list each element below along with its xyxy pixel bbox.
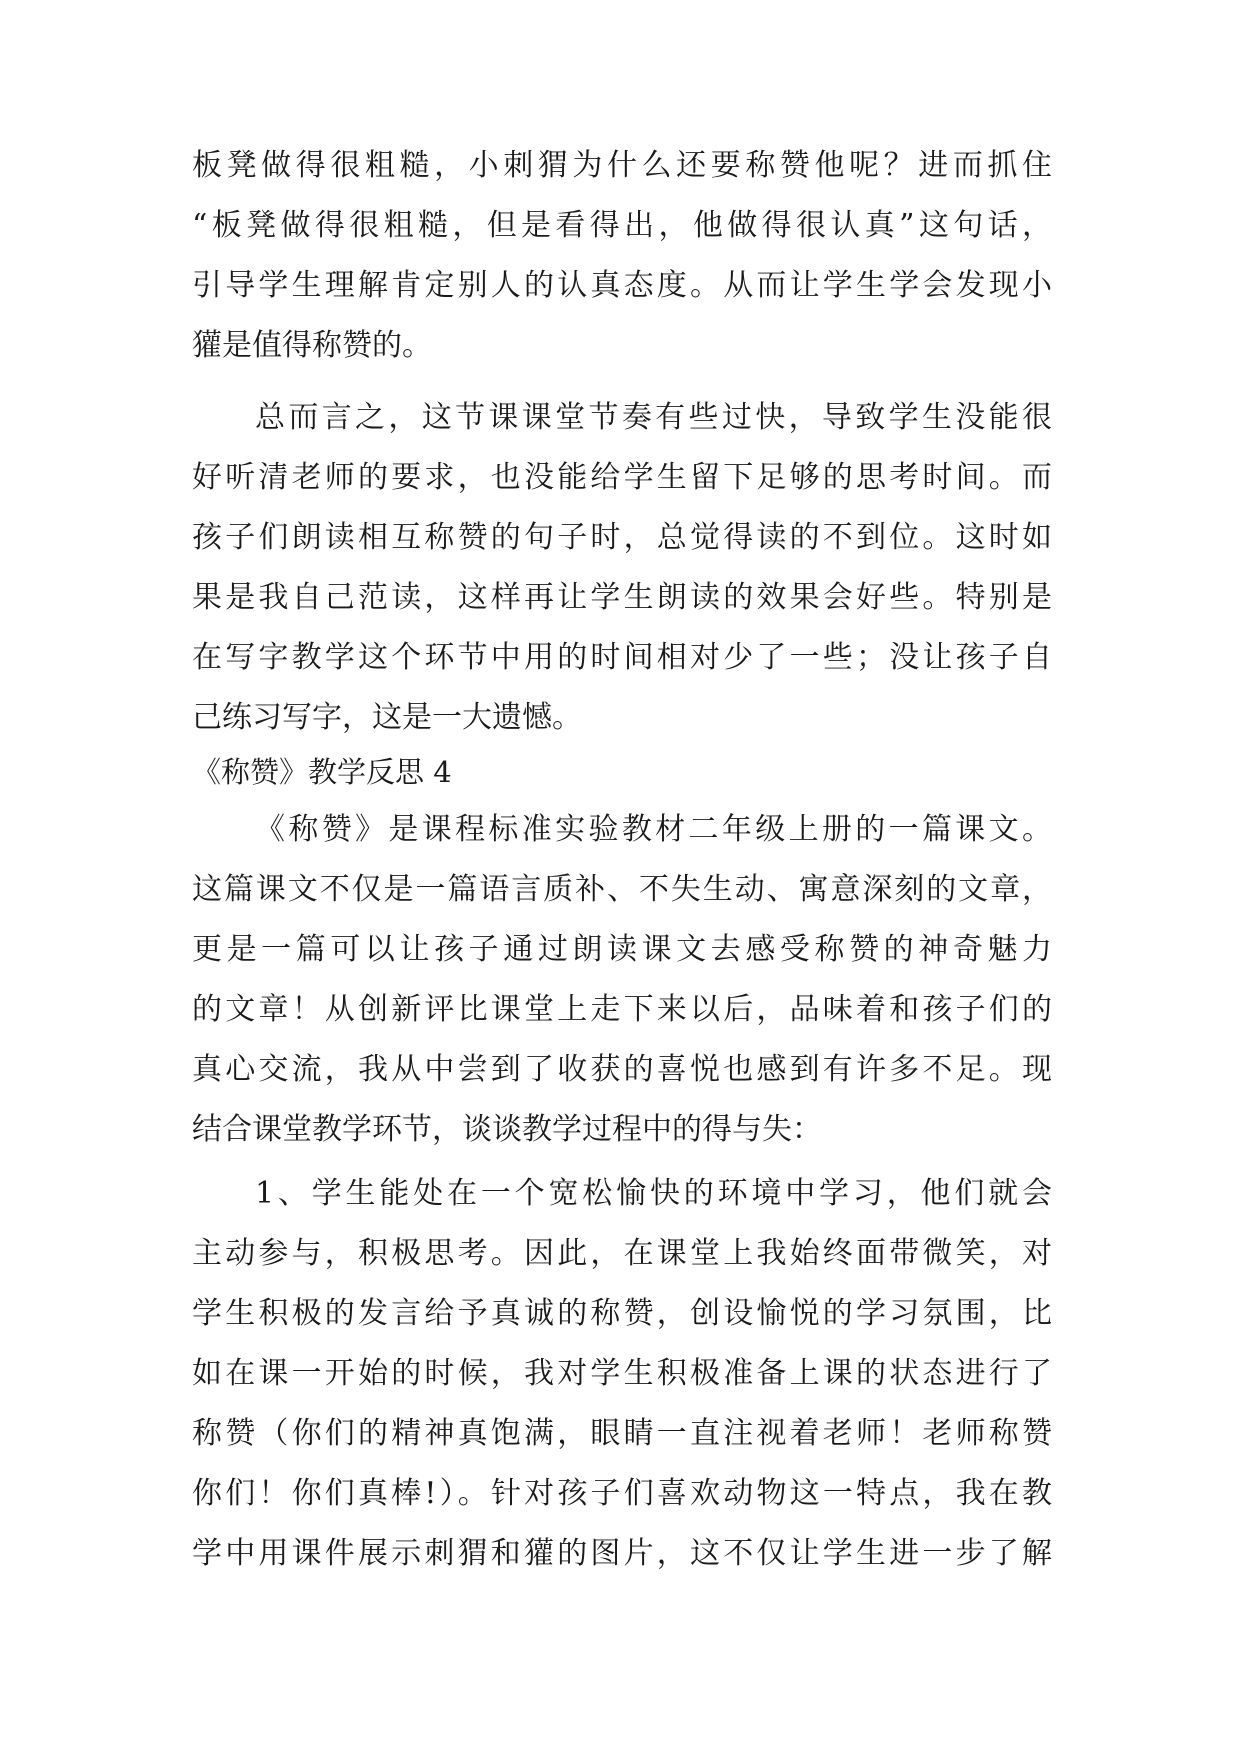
text-line: 在写字教学这个环节中用的时间相对少了一些；没让孩子自 [192,640,1052,675]
paragraph-first-line: 《称赞》是课程标准实验教材二年级上册的一篇课文。 [255,812,1052,847]
text-line: 好听清老师的要求，也没能给学生留下足够的思考时间。而 [192,460,1052,495]
text-line: 引导学生理解肯定别人的认真态度。从而让学生学会发现小 [192,268,1052,303]
text-line: 你们！你们真棒!）。针对孩子们喜欢动物这一特点，我在教 [192,1476,1052,1511]
section-heading: 《称赞》教学反思 4 [192,755,452,789]
text-line: 的文章！从创新评比课堂上走下来以后，品味着和孩子们的 [192,992,1052,1027]
text-line: 这篇课文不仅是一篇语言质补、不失生动、寓意深刻的文章， [192,872,1052,907]
text-line: 果是我自己范读，这样再让学生朗读的效果会好些。特别是 [192,580,1052,615]
text-line: 如在课一开始的时候，我对学生积极准备上课的状态进行了 [192,1356,1052,1391]
paragraph-first-line: 1、学生能处在一个宽松愉快的环境中学习，他们就会 [255,1176,1052,1211]
text-line: 学中用课件展示刺猬和獾的图片，这不仅让学生进一步了解 [192,1536,1052,1571]
paragraph-first-line: 总而言之，这节课课堂节奏有些过快，导致学生没能很 [255,400,1052,435]
text-line: 更是一篇可以让孩子通过朗读课文去感受称赞的神奇魅力 [192,932,1052,967]
text-line: 称赞（你们的精神真饱满，眼睛一直注视着老师！老师称赞 [192,1416,1052,1451]
text-line: 獾是值得称赞的。 [192,328,432,363]
text-line: 主动参与，积极思考。因此，在课堂上我始终面带微笑，对 [192,1236,1052,1271]
text-line: 真心交流，我从中尝到了收获的喜悦也感到有许多不足。现 [192,1052,1052,1087]
text-line: “板凳做得很粗糙，但是看得出，他做得很认真”这句话， [192,208,1052,243]
text-line: 孩子们朗读相互称赞的句子时，总觉得读的不到位。这时如 [192,520,1052,555]
text-line: 结合课堂教学环节，谈谈教学过程中的得与失： [192,1112,822,1147]
text-line: 己练习写字，这是一大遗憾。 [192,700,582,735]
text-line: 学生积极的发言给予真诚的称赞，创设愉悦的学习氛围，比 [192,1296,1052,1331]
text-line: 板凳做得很粗糙，小刺猬为什么还要称赞他呢？进而抓住 [192,148,1052,183]
